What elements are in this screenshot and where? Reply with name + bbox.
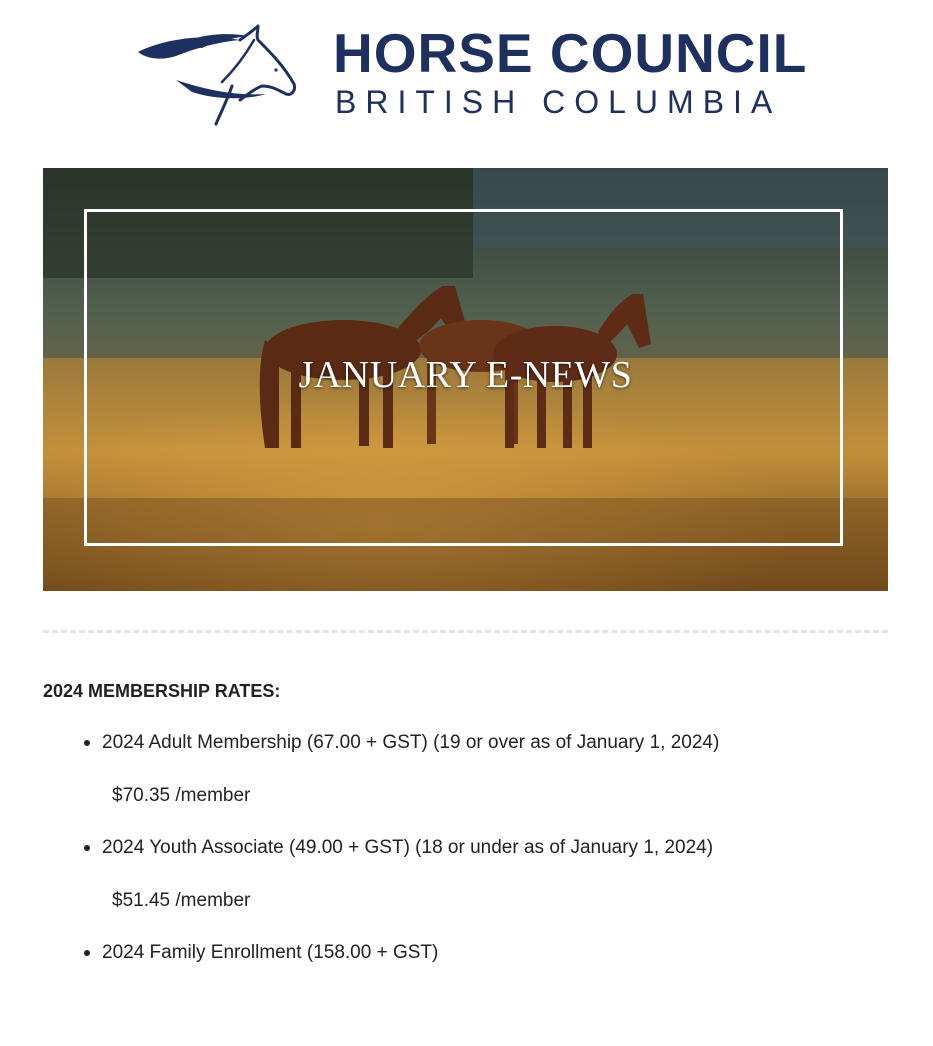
- membership-rates-list: [102, 731, 902, 1046]
- rate-price: $70.35 /member: [112, 785, 251, 806]
- rate-price: $51.45 /member: [112, 890, 251, 911]
- list-item: [102, 731, 902, 836]
- rate-label: 2024 Adult Membership (67.00 + GST) (19 or over as of January 1, 2024): [102, 732, 720, 753]
- bullet-icon: [84, 950, 90, 956]
- banner-title: JANUARY E-NEWS: [298, 354, 633, 396]
- org-region: BRITISH COLUMBIA: [335, 84, 782, 120]
- list-item: [102, 836, 902, 941]
- horse-head-logo-icon: [136, 24, 298, 128]
- rate-label: 2024 Family Enrollment (158.00 + GST): [102, 942, 439, 963]
- banner-image[interactable]: [43, 168, 888, 591]
- email-header: [0, 0, 933, 150]
- list-item: [102, 941, 902, 1046]
- org-name: HORSE COUNCIL: [333, 22, 808, 84]
- bullet-icon: [84, 740, 90, 746]
- rate-label: 2024 Youth Associate (49.00 + GST) (18 or under as of January 1, 2024): [102, 837, 714, 858]
- membership-rates-heading: 2024 MEMBERSHIP RATES:: [43, 681, 281, 701]
- section-divider: [43, 630, 888, 633]
- bullet-icon: [84, 845, 90, 851]
